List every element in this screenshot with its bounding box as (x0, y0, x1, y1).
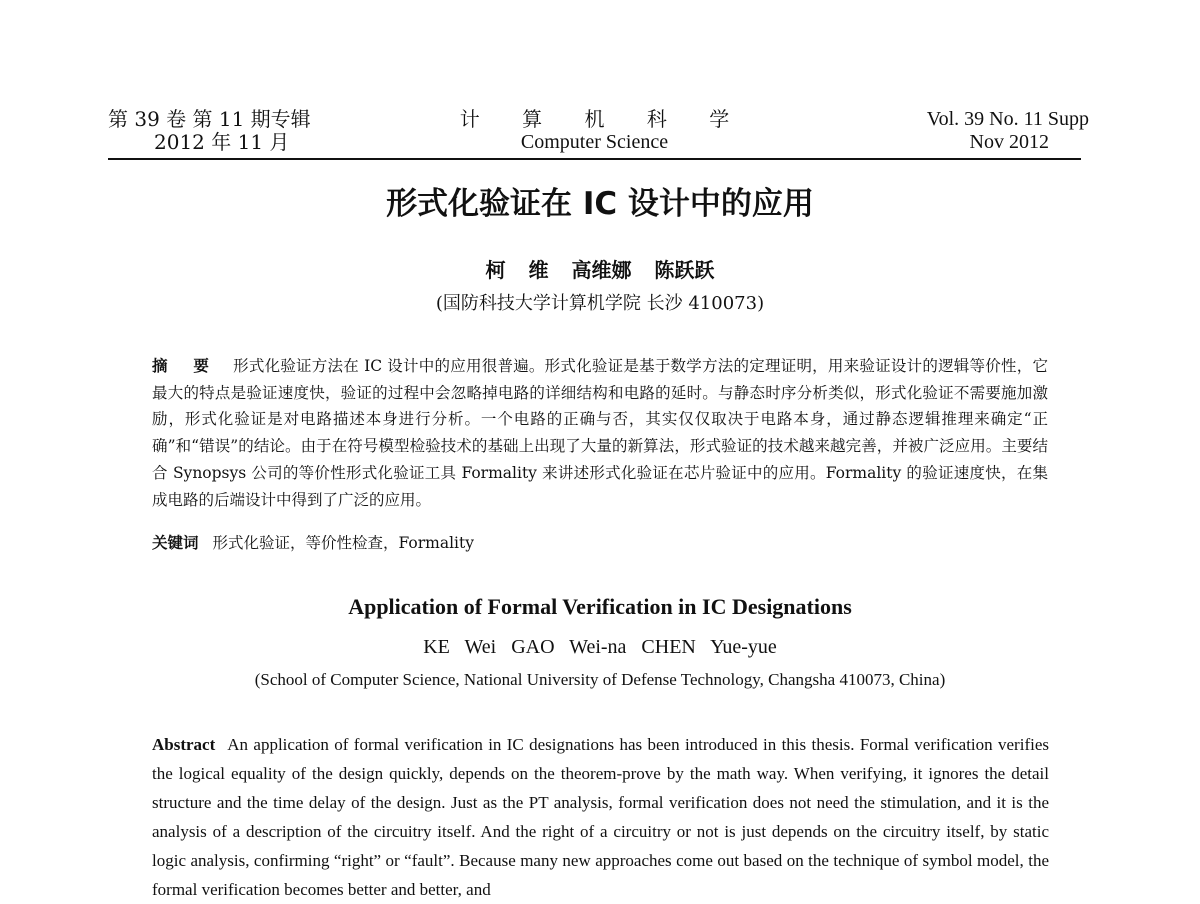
issue-date-en: Nov 2012 (969, 131, 1049, 153)
abstract-cn-text: 形式化验证方法在 IC 设计中的应用很普遍。形式化验证是基于数学方法的定理证明，用来验证设计的逻辑等价性，它最大的特点是验证速度快，验证的过程中会忽略掉电路的详细结构和电路的延时。与静态时序分析类似，形式化验证不需要施加激励，形式化验证是对电路描述本身进行分析。一个电路的正确与否，其实仅仅取决于电路本身，通过静态逻辑推理来确定“正确”和“错误”的结论。由于在符号模型检验技术的基础上出现了大量的新算法，形式验证的技术越来越完善，并被广泛应用。主要结合 Synopsys 公司的等价性形式化验证工具 Formality 来讲述形式化验证在芯片验证中的应用。Formality 的验证速度快，在集成电路的后端设计中得到了广泛的应用。 (152, 357, 1048, 509)
affiliation-en: (School of Computer Science, National University of Defense Technology, Changsha 410073, China) (254, 670, 946, 689)
keywords-cn-label: 关键词 (152, 534, 199, 552)
running-header (108, 107, 1089, 160)
keywords-cn (152, 530, 1048, 556)
keywords-cn-text: 形式化验证，等价性检查，Formality (212, 534, 475, 552)
abstract-en-text: An application of formal verification in IC designations has been introduced in this thesis. Formal verification verifies the logical equality of the design quickly, depends on the theorem-prove by the math way. When verifying, it ignores the detail structure and the time delay of the design. Just as the PT analysis, formal verification does not need the stimulation, and it is the analysis of a description of the circuitry itself. And the right of a circuitry or not is just depends on the circuitry itself, by static logic analysis, confirming “right” or “fault”. Because many new approaches come out based on the technique of symbol model, the formal verification becomes better and better, and (152, 735, 1049, 899)
journal-name-en: Computer Science (520, 131, 669, 153)
issue-volume-en: Vol. 39 No. 11 Supp (926, 108, 1089, 130)
affiliation-cn: (国防科技大学计算机学院 长沙 410073) (435, 293, 765, 314)
authors-cn: 柯 维 高维娜 陈跃跃 (485, 258, 715, 282)
authors-en: KE Wei GAO Wei-na CHEN Yue-yue (423, 636, 777, 658)
journal-name-cn: 计 算 机 科 学 (459, 107, 748, 131)
abstract-cn (152, 353, 1048, 513)
issue-date: 2012 年 11 月 (154, 130, 290, 154)
issue-info-en (927, 108, 1089, 154)
paper-title-en: Application of Formal Verification in IC Designations (348, 594, 852, 619)
paper-title-cn: 形式化验证在 IC 设计中的应用 (386, 186, 814, 222)
abstract-cn-label: 摘 要 (152, 357, 220, 375)
abstract-en (152, 730, 1049, 904)
issue-volume: 第 39 卷 第 11 期专辑 (108, 107, 311, 131)
abstract-en-label: Abstract (152, 735, 216, 754)
